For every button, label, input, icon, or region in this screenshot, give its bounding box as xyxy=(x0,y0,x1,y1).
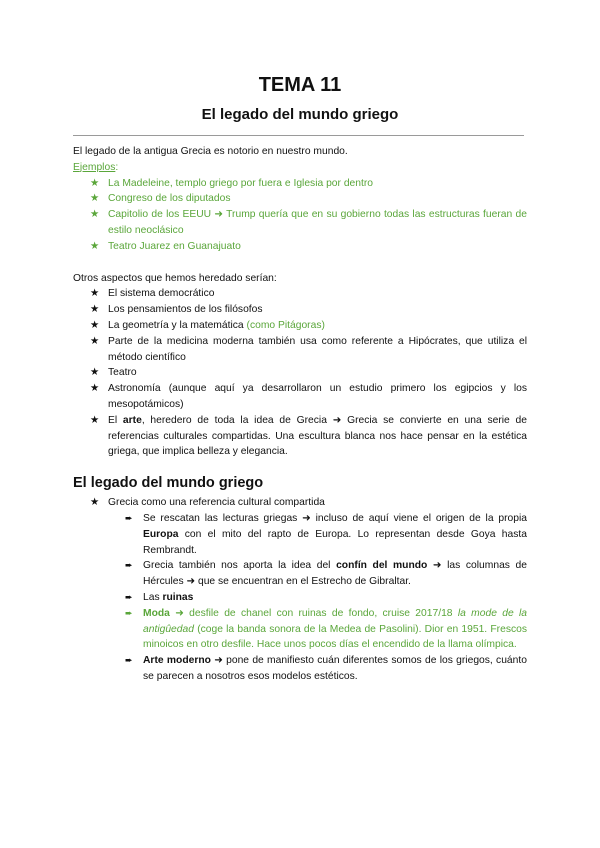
star-bullet-icon: ★ xyxy=(90,288,100,300)
star-bullet-icon: ★ xyxy=(90,304,100,316)
list-item: ➨ Se rescatan las lecturas griegas ➜ incluso de aquí viene el origen de la propia Europa con el mito del rapto de Europa. Lo representan desde Goya hasta Rembrandt. xyxy=(125,512,527,556)
examples-list xyxy=(73,176,527,255)
examples-heading: Ejemplos: xyxy=(73,161,119,173)
arrow-bullet-icon: ➨ xyxy=(125,512,133,523)
others-list xyxy=(73,286,527,460)
list-item: ★ La Madeleine, templo griego por fuera e Iglesia por dentro xyxy=(73,176,527,192)
examples-label: Ejemplos xyxy=(73,161,116,173)
list-item: ★ Teatro Juarez en Guanajuato xyxy=(73,239,527,255)
list-item: ★ Los pensamientos de los filósofos xyxy=(73,302,527,318)
page-subtitle: El legado del mundo griego xyxy=(201,106,399,123)
star-bullet-icon: ★ xyxy=(90,177,100,189)
list-item: ★ Teatro xyxy=(73,365,527,381)
list-item: ★ Parte de la medicina moderna también usa como referente a Hipócrates, que utiliza el método científico xyxy=(90,335,527,363)
arrow-bullet-icon: ➨ xyxy=(125,607,133,618)
section-list xyxy=(73,495,527,511)
list-item: ★ Capitolio de los EEUU ➜ Trump quería que en su gobierno todas las estructuras fueran de estilo neoclásico xyxy=(90,209,527,236)
list-item: ★ La geometría y la matemática (como Pitágoras) xyxy=(73,318,527,334)
document-body xyxy=(73,144,527,685)
sub-list xyxy=(73,511,527,685)
star-bullet-icon: ★ xyxy=(90,193,100,205)
star-bullet-icon: ★ xyxy=(90,367,100,379)
star-bullet-icon: ★ xyxy=(90,497,100,509)
list-item: ★ El sistema democrático xyxy=(73,286,527,302)
list-item: ➨ Grecia también nos aporta la idea del confín del mundo ➜ las columnas de Hércules ➜ que se encuentran en el Estrecho de Gibraltar. xyxy=(125,560,527,588)
arrow-bullet-icon: ➨ xyxy=(125,591,133,602)
list-item: ★ Grecia como una referencia cultural compartida xyxy=(73,495,527,511)
intro-paragraph: El legado de la antigua Grecia es notorio en nuestro mundo. xyxy=(73,146,348,157)
star-bullet-icon: ★ xyxy=(90,383,100,395)
list-item: ➨ Arte moderno ➜ pone de manifiesto cuán diferentes somos de los griegos, cuánto se parecen a nosotros esos modelos estéticos. xyxy=(125,655,527,682)
list-item: ★ El arte, heredero de toda la idea de Grecia ➜ Grecia se convierte en una serie de referencias culturales compartidas. Una escultura blanca nos hace pensar en la estética griega, que implica belleza y elegancia. xyxy=(90,414,527,458)
list-item: ★ Astronomía (aunque aquí ya desarrollaron un estudio primero los egipcios y los mesopotámicos) xyxy=(90,383,527,410)
list-item: ➨ Las ruinas xyxy=(73,590,527,606)
star-bullet-icon: ★ xyxy=(90,335,100,347)
star-bullet-icon: ★ xyxy=(90,240,100,252)
section-heading: El legado del mundo griego xyxy=(73,475,264,492)
title-divider xyxy=(73,135,524,136)
arrow-bullet-icon: ➨ xyxy=(125,560,133,571)
star-bullet-icon: ★ xyxy=(90,209,100,221)
others-intro: Otros aspectos que hemos heredado serían: xyxy=(73,272,277,284)
list-item: ➨ Moda ➜ desfile de chanel con ruinas de fondo, cruise 2017/18 la mode de la antigûedad (coge la banda sonora de la Medea de Pasolini). Dior en 1951. Frescos minoicos en otro desfile. Hace unos pocos días el encendido de la llama olímpica. xyxy=(125,607,527,651)
list-item: ★ Congreso de los diputados xyxy=(73,191,527,207)
arrow-icon: ➜ xyxy=(214,209,224,221)
spacer xyxy=(73,255,527,271)
star-bullet-icon: ★ xyxy=(90,414,100,426)
star-bullet-icon: ★ xyxy=(90,319,100,331)
page-title: TEMA 11 xyxy=(258,74,342,96)
arrow-bullet-icon: ➨ xyxy=(125,655,133,666)
